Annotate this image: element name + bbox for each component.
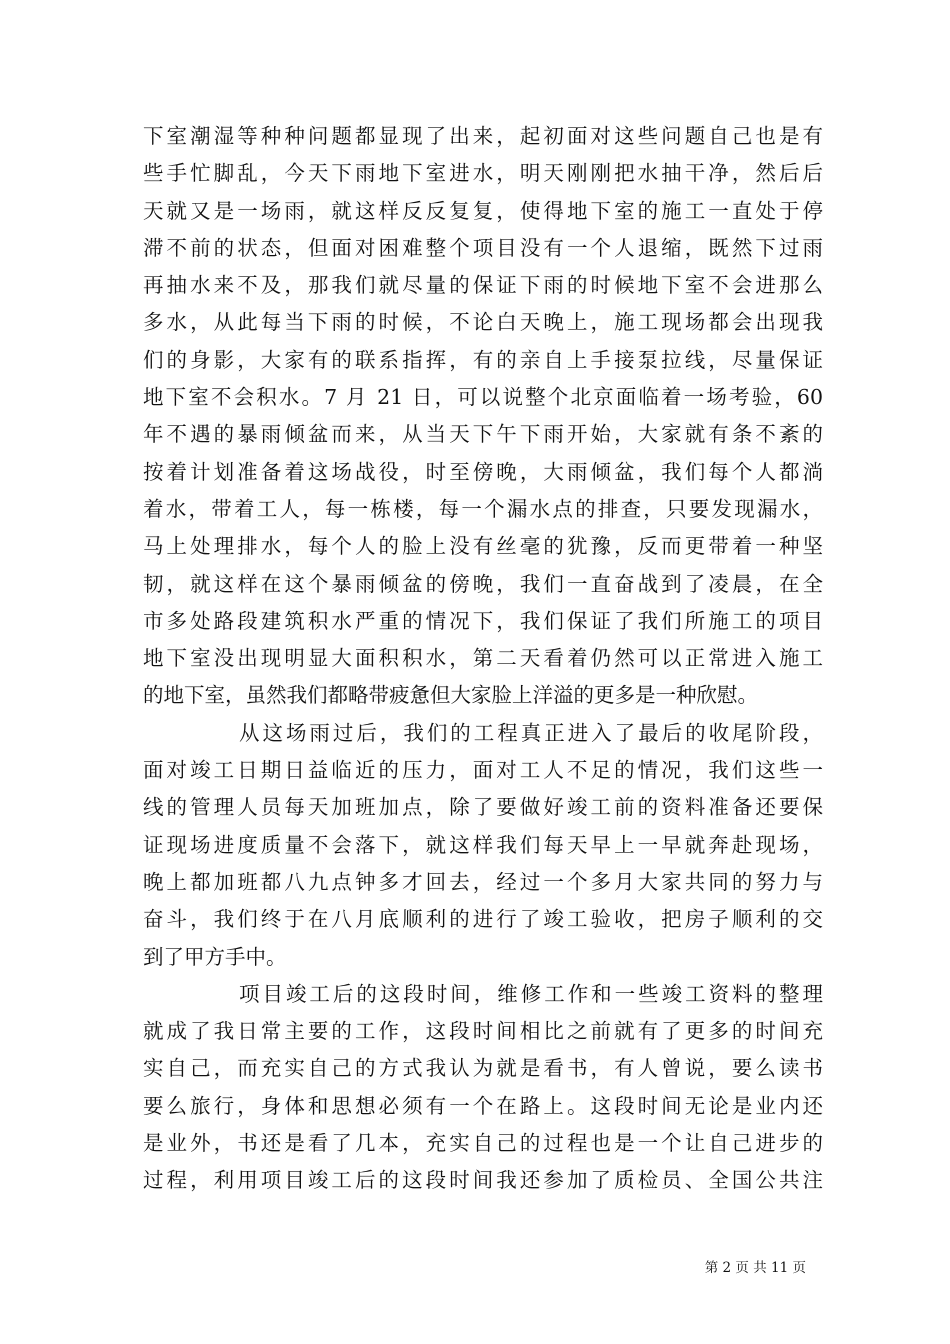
text-line: 市多处路段建筑积水严重的情况下，我们保证了我们所施工的项目 <box>143 608 823 633</box>
body-text <box>143 118 823 1200</box>
text-line: 线的管理人员每天加班加点，除了要做好竣工前的资料准备还要保 <box>143 795 823 820</box>
paragraph-first-line: 项目竣工后的这段时间，维修工作和一些竣工资料的整理 <box>239 981 823 1006</box>
text-line: 年不遇的暴雨倾盆而来，从当天下午下雨开始，大家就有条不紊的 <box>143 422 823 447</box>
text-line: 些手忙脚乱，今天下雨地下室进水，明天刚刚把水抽干净，然后后 <box>143 161 823 186</box>
text-line: 晚上都加班都八九点钟多才回去，经过一个多月大家共同的努力与 <box>143 869 823 894</box>
text-line: 奋斗，我们终于在八月底顺利的进行了竣工验收，把房子顺利的交 <box>143 907 823 932</box>
text-line: 着水，带着工人，每一栋楼，每一个漏水点的排查，只要发现漏水， <box>143 496 823 521</box>
text-line: 再抽水来不及，那我们就尽量的保证下雨的时候地下室不会进那么 <box>143 273 823 298</box>
text-line: 过程，利用项目竣工后的这段时间我还参加了质检员、全国公共注 <box>143 1168 823 1193</box>
text-line: 地下室不会积水。7 月 21 日，可以说整个北京面临着一场考验，60 <box>143 385 823 410</box>
text-line: 按着计划准备着这场战役，时至傍晚，大雨倾盆，我们每个人都淌 <box>143 459 823 484</box>
text-line: 马上处理排水，每个人的脸上没有丝毫的犹豫，反而更带着一种坚 <box>143 534 823 559</box>
text-line: 就成了我日常主要的工作，这段时间相比之前就有了更多的时间充 <box>143 1019 823 1044</box>
text-line: 要么旅行，身体和思想必须有一个在路上。这段时间无论是业内还 <box>143 1093 823 1118</box>
text-line: 地下室没出现明显大面积积水，第二天看着仍然可以正常进入施工 <box>143 646 823 671</box>
text-line: 面对竣工日期日益临近的压力，面对工人不足的情况，我们这些一 <box>143 758 823 783</box>
text-line: 们的身影，大家有的联系指挥，有的亲自上手接泵拉线，尽量保证 <box>143 347 823 372</box>
text-line: 天就又是一场雨，就这样反反复复，使得地下室的施工一直处于停 <box>143 198 823 223</box>
text-line: 滞不前的状态，但面对困难整个项目没有一个人退缩，既然下过雨 <box>143 235 823 260</box>
text-line: 多水，从此每当下雨的时候，不论白天晚上，施工现场都会出现我 <box>143 310 823 335</box>
page-number: 第 2 页 共 11 页 <box>704 1260 806 1276</box>
text-line: 到了甲方手中。 <box>143 944 287 969</box>
text-line: 下室潮湿等种种问题都显现了出来，起初面对这些问题自己也是有 <box>143 124 823 148</box>
text-line: 的地下室，虽然我们都略带疲惫但大家脸上洋溢的更多是一种欣慰。 <box>143 683 758 708</box>
text-line: 证现场进度质量不会落下，就这样我们每天早上一早就奔赴现场， <box>143 832 823 857</box>
paragraph-first-line: 从这场雨过后，我们的工程真正进入了最后的收尾阶段， <box>239 720 823 745</box>
text-line: 是业外，书还是看了几本，充实自己的过程也是一个让自己进步的 <box>143 1131 823 1156</box>
text-line: 韧，就这样在这个暴雨倾盆的傍晚，我们一直奋战到了凌晨，在全 <box>143 571 823 596</box>
text-line: 实自己，而充实自己的方式我认为就是看书，有人曾说，要么读书 <box>143 1056 823 1081</box>
